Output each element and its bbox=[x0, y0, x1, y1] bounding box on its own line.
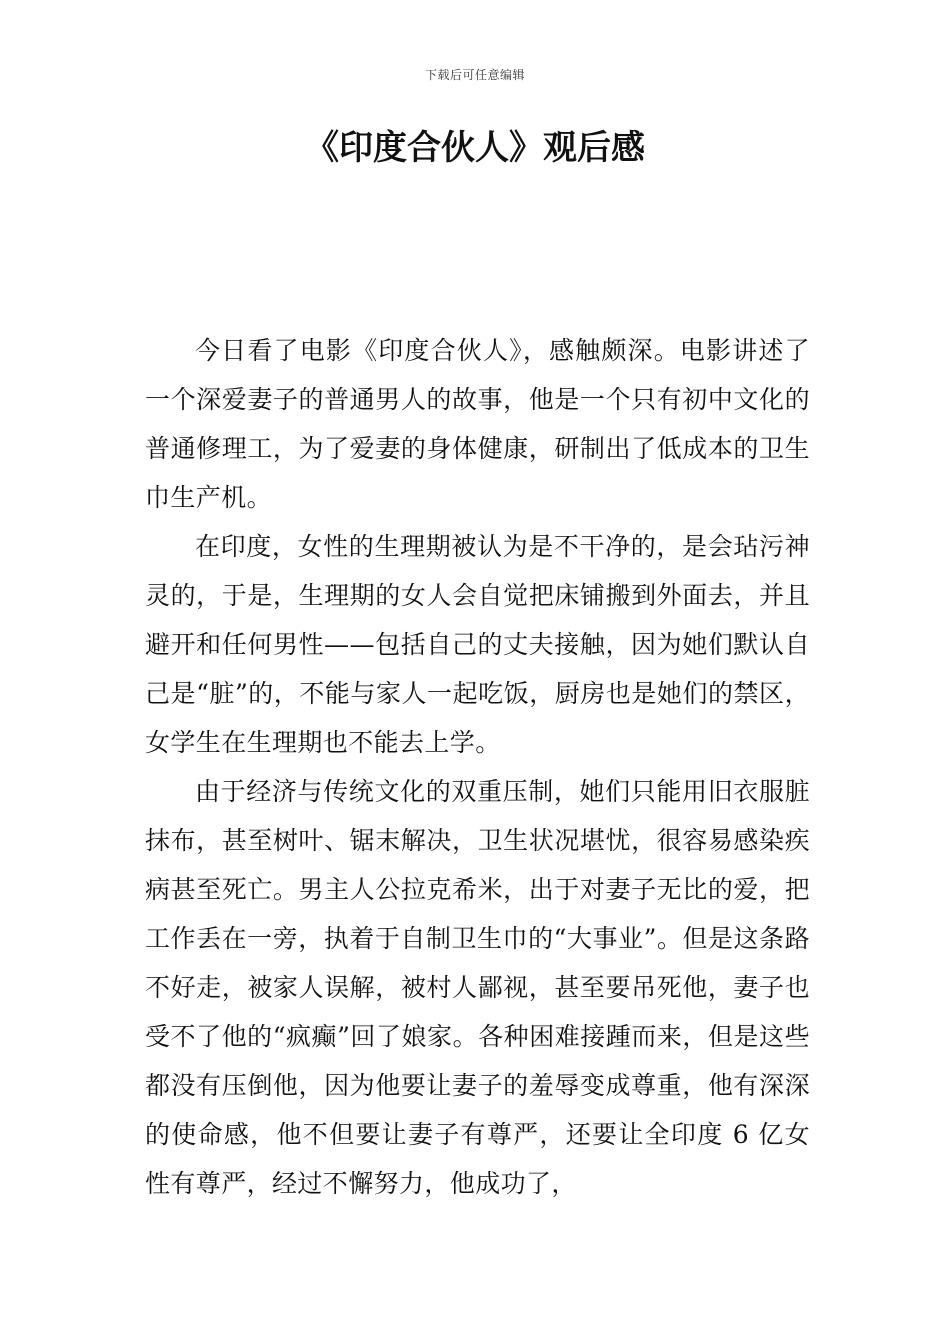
paragraph-1: 今日看了电影《印度合伙人》，感触颇深。电影讲述了一个深爱妻子的普通男人的故事，他是一个只有初中文化的普通修理工，为了爱妻的身体健康，研制出了低成本的卫生巾生产机。 bbox=[145, 336, 810, 512]
document-body bbox=[145, 326, 810, 1208]
paragraph-3: 由于经济与传统文化的双重压制，她们只能用旧衣服脏抹布，甚至树叶、锯末解决，卫生状况堪忧，很容易感染疾病甚至死亡。男主人公拉克希米，出于对妻子无比的爱，把工作丢在一旁，执着于自制卫生巾的“大事业”。但是这条路不好走，被家人误解，被村人鄙视，甚至要吊死他，妻子也受不了他的“疯癫”回了娘家。各种困难接踵而来，但是这些都没有压倒他，因为他要让妻子的羞辱变成尊重，他有深深的使命感，他不但要让妻子有尊严，还要让全印度 6 亿女性有尊严，经过不懈努力，他成功了， bbox=[145, 777, 810, 1198]
header-note: 下载后可任意编辑 bbox=[424, 68, 525, 82]
paragraph-2: 在印度，女性的生理期被认为是不干净的，是会玷污神灵的，于是，生理期的女人会自觉把床铺搬到外面去，并且避开和任何男性——包括自己的丈夫接触，因为她们默认自己是“脏”的，不能与家人一起吃饭，厨房也是她们的禁区，女学生在生理期也不能去上学。 bbox=[145, 532, 810, 757]
document-title: 《印度合伙人》观后感 bbox=[305, 128, 645, 168]
